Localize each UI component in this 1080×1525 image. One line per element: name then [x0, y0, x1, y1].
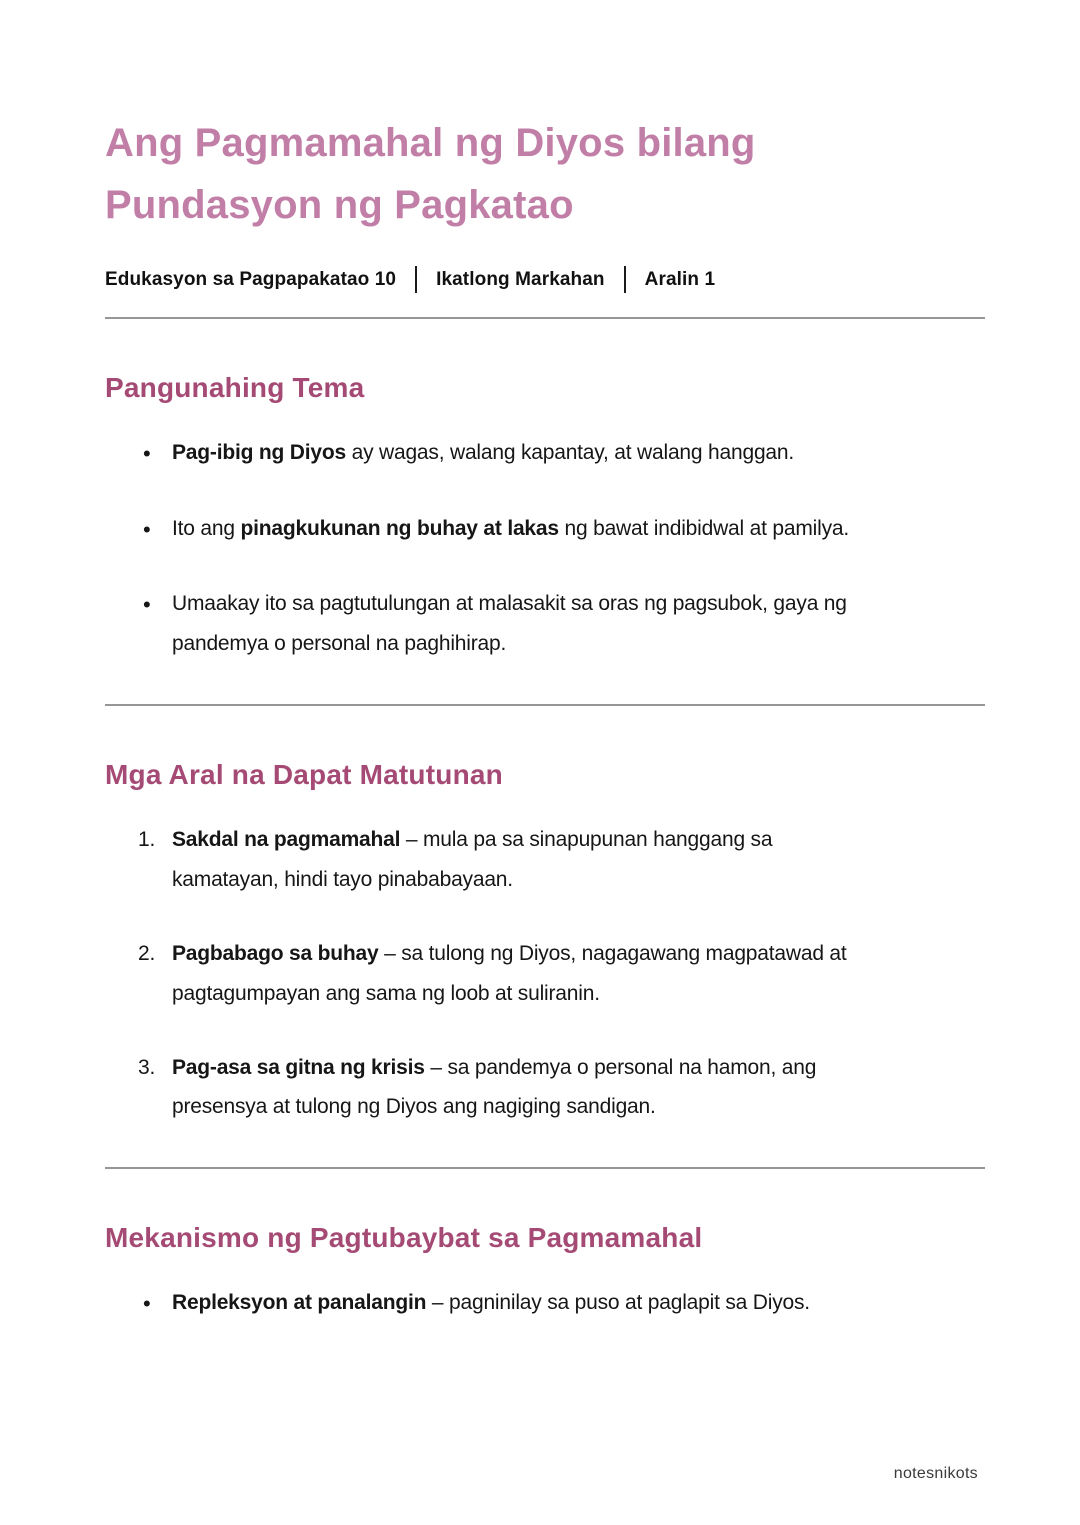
- list-item: [143, 509, 985, 551]
- list-item-text: [172, 509, 849, 551]
- item-text-bold: Pagbabago sa buhay: [172, 941, 379, 965]
- header-divider: [105, 317, 985, 319]
- list-item: [138, 934, 985, 1014]
- list-item-text: [172, 433, 794, 475]
- list-item-text: [172, 934, 862, 1014]
- bullet-icon: •: [143, 440, 151, 466]
- bullet-icon: •: [143, 592, 151, 618]
- bullet-list: [105, 1283, 985, 1325]
- item-text-bold: Pag-ibig ng Diyos: [172, 440, 346, 464]
- list-item: [138, 820, 985, 900]
- meta-subject: Edukasyon sa Pagpapakatao 10: [105, 268, 397, 290]
- list-item: [143, 1283, 985, 1325]
- section-pangunahing-tema: [105, 369, 985, 664]
- watermark-brand: notesnikots: [893, 1465, 978, 1482]
- bullet-list: [105, 433, 985, 664]
- item-text-post: – pagninilay sa puso at paglapit sa Diyos.: [426, 1291, 810, 1315]
- bullet-icon: •: [143, 516, 151, 542]
- item-text-post: – mula pa sa sinapupunan hanggang sa kamatayan, hindi tayo pinababayaan.: [172, 827, 773, 891]
- item-text-pre: Umaakay ito sa pagtutulungan at malasakit sa oras ng pagsubok, gaya ng pandemya o personal na paghihirap.: [172, 592, 847, 656]
- page-title-line-1: Ang Pagmamahal ng Diyos bilang: [105, 121, 756, 165]
- meta-lesson: Aralin 1: [644, 268, 716, 290]
- item-text-bold: pinagkukunan ng buhay at lakas: [240, 516, 559, 540]
- section-mekanismo: [105, 1219, 985, 1325]
- section-mga-aral: [105, 756, 985, 1127]
- list-number: 1.: [138, 827, 156, 851]
- list-item: [143, 433, 985, 475]
- list-item: [138, 1048, 985, 1128]
- breadcrumb: [105, 266, 985, 293]
- item-text-bold: Pag-asa sa gitna ng krisis: [172, 1055, 425, 1079]
- item-text-post: ng bawat indibidwal at pamilya.: [558, 516, 849, 540]
- list-item-text: [172, 584, 862, 664]
- item-text-bold: Sakdal na pagmamahal: [172, 827, 401, 851]
- list-item-text: [172, 1283, 810, 1325]
- list-item-text: [172, 1048, 862, 1128]
- item-text-pre: Ito ang: [172, 516, 241, 540]
- list-number: 3.: [138, 1055, 156, 1079]
- numbered-list: [105, 820, 985, 1127]
- item-text-post: – sa tulong ng Diyos, nagagawang magpatawad at pagtagumpayan ang sama ng loob at suliranin.: [172, 941, 847, 1005]
- pipe-divider-icon: [415, 266, 417, 293]
- section-heading: Pangunahing Tema: [105, 372, 365, 403]
- bullet-icon: •: [143, 1291, 151, 1317]
- page-title-line-2: Pundasyon ng Pagkatao: [105, 183, 574, 227]
- list-item: [143, 584, 985, 664]
- list-item-text: [172, 820, 862, 900]
- meta-quarter: Ikatlong Markahan: [436, 268, 605, 290]
- page-title: [105, 112, 985, 236]
- section-heading: Mga Aral na Dapat Matutunan: [105, 759, 503, 791]
- item-text-bold: Repleksyon at panalangin: [172, 1291, 427, 1315]
- item-text-post: – sa pandemya o personal na hamon, ang presensya at tulong ng Diyos ang nagiging sandigan.: [172, 1055, 817, 1119]
- section-heading: Mekanismo ng Pagtubaybat sa Pagmamahal: [105, 1222, 703, 1254]
- item-text-post: ay wagas, walang kapantay, at walang hanggan.: [345, 440, 795, 464]
- list-number: 2.: [138, 941, 156, 965]
- section-divider: [105, 1167, 985, 1169]
- section-divider: [105, 704, 985, 706]
- pipe-divider-icon: [624, 266, 626, 293]
